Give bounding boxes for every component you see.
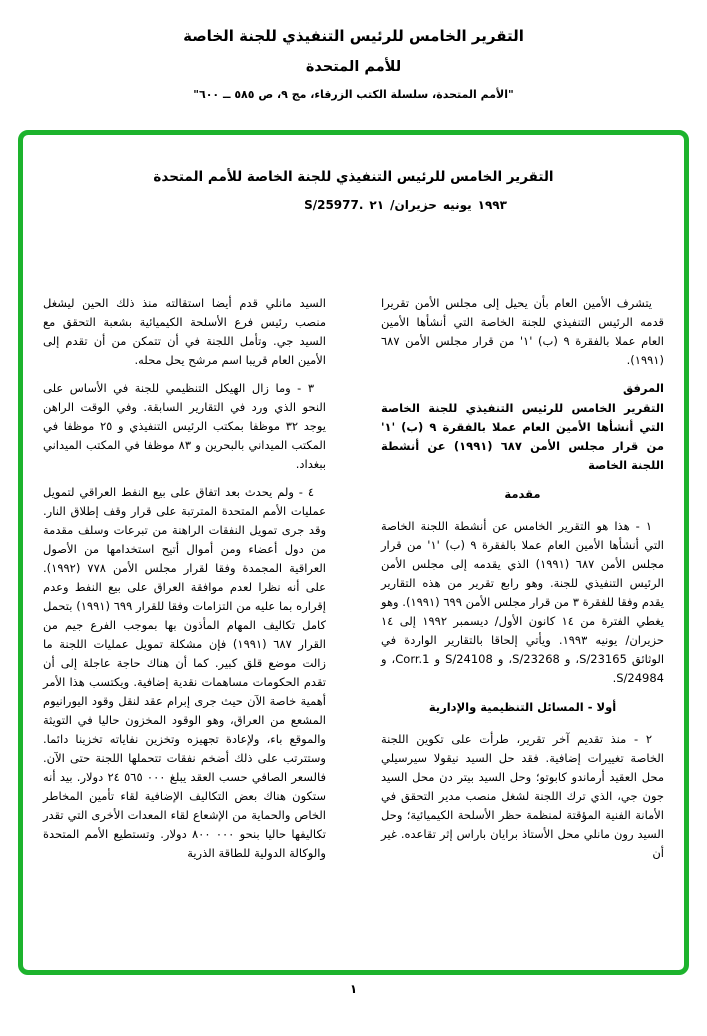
paragraph-4: ٤ - ولم يحدث بعد اتفاق على بيع النفط العراقي لتمويل عمليات الأمم المتحدة المترتبة على قرار وقف إطلاق النار. وقد جرى تمويل النفقات الراهنة من تبرعات وسلف مقدمة من دول أعضاء ومن أموال أتيح استخدامها من الأصول العراقية المجمدة وفقا لقرار مجلس الأمن ٧٧٨ (١٩٩٢). على أنه نظرا لعدم موافقة العراق على بيع النفط وعدم إقراره بما عليه من التزامات وفقا للقرار ٦٩٩ (١٩٩١) بتحمل كامل تكاليف المهام المأذون بها بموجب الفرع جيم من القرار ٦٨٧ (١٩٩١) فإن مشكلة تمويل عمليات اللجنة ما زالت موضع قلق كبير. كما أن هناك حاجة عاجلة إلى أن تقدم الحكومات مساهمات نقدية إضافية. ويكتسب هذا الأمر أهمية خاصة الآن حيث جرى إبرام عقد لنقل وقود اليورانيوم المشعع من العراق، وهو الوقود المخزون حاليا في التويثة والموقع باء، ولإعادة تجهيزه وتخزين نفاياته تخزينا دائما. وستترتب على ذلك أضخم نفقات تتحملها اللجنة حتى الآن. فالسعر الصافي حسب العقد يبلغ ٠٠٠ ٥٦٥ ٢٤ دولار. بيد أنه ستكون هناك بعض التكاليف الإضافية لقاء تأمين المخاطر الخاص والحماية من الإشعاع لقاء المعدات الأخرى التي تقدر تكاليفها حاليا بنحو ٠٠٠ ٨٠٠ دولار. وتستطيع الأمم المتحدة والوكالة الدولية للطاقة الذرية: [43, 485, 327, 860]
document-title: التقرير الخامس للرئيس التنفيذي للجنة الخاصة للأمم المتحدة: [153, 169, 554, 185]
date-month-gregorian-name: يونيه: [442, 198, 472, 212]
paragraph-2: ٢ - منذ تقديم آخر تقرير، طرأت على تكوين اللجنة الخاصة تغييرات إضافية. فقد حل السيد نيقولا سيرسيلي محل العقيد أرماندو كابوتو؛ وحل السيد بيتر دن محل السيد جون جي، الذي ترك اللجنة لشغل منصب مدير التحقق في الأمانة الفنية المؤقتة لمنظمة حظر الأسلحة الكيميائية؛ وحل السيد رون مانلي محل الأستاذ برايان باراس إثر تقاعده. غير أن: [381, 732, 664, 860]
annex-heading: المرفق: [622, 381, 664, 395]
document-frame: [18, 130, 689, 975]
header-title-line1: التقرير الخامس للرئيس التنفيذي للجنة الخاصة: [183, 27, 524, 45]
header-title-line2: للأمم المتحدة: [305, 59, 402, 75]
annex-title-paragraph: التقرير الخامس للرئيس التنفيذي للجنة الخاصة التي أنشأها الأمين العام عملا بالفقرة ٩ (ب) '١' من قرار مجلس الأمن ٦٨٧ (١٩٩١) عن أنشطة اللجنة الخاصة: [381, 401, 665, 472]
column-left: [43, 294, 326, 872]
date-month-hijri-name: حزيران/: [390, 198, 437, 212]
introduction-heading: مقدمة: [504, 487, 541, 501]
document-reference-line: [95, 198, 689, 212]
section-one-heading: أولا - المسائل التنظيمية والإدارية: [428, 700, 617, 714]
column-right: [381, 294, 664, 872]
paragraph-2-continuation: السيد مانلي قدم أيضا استقالته منذ ذلك الحين ليشغل منصب رئيس فرع الأسلحة الكيميائية بشعبة التحقق مع السيد جي. وتأمل اللجنة في أن تتمكن من أن تقدم إلى الأمين العام قريبا اسم مرشح يحل محله.: [43, 296, 326, 367]
paragraph-1: ١ - هذا هو التقرير الخامس عن أنشطة اللجنة الخاصة التي أنشأها الأمين العام عملا بالفقرة ٩ (ب) '١' من قرار مجلس الأمن ٦٨٧ (١٩٩١) الذي يقدمه إلى مجلس الأمن الرئيس التنفيذي للجنة. وهو رابع تقرير من هذه التقارير يقدم وفقا للفقرة ٣ من قرار مجلس الأمن ٦٩٩ (١٩٩١). وهو يغطي الفترة من ١٤ كانون الأول/ ديسمبر ١٩٩٢ إلى ١٤ حزيران/ يونيه ١٩٩٣. ويأتي إلحاقا بالتقارير الواردة في الوثائق S/23165، و S/23268، و S/24108 و Corr.1، و S/24984.: [381, 519, 665, 685]
page-header: [0, 27, 707, 101]
two-column-text-area: [43, 294, 664, 872]
document-symbol: S/25977.: [304, 198, 364, 212]
date-year: ١٩٩٣: [477, 198, 507, 212]
date-day: ٢١: [369, 198, 385, 212]
header-source-citation: "الأمم المتحدة، سلسلة الكتب الزرقاء، مج ٩، ص ٥٨٥ ــ ٦٠٠": [193, 88, 514, 101]
paragraph-3: ٣ - وما زال الهيكل التنظيمي للجنة في الأساس على النحو الذي ورد في التقارير السابقة. وفي الوقت الراهن يوجد ٣٢ موظفا بمكتب الرئيس التنفيذي و ٢٥ موظفا في المكتب الميداني بالبحرين و ٨٣ موظفا في المكتب الميداني ببغداد.: [43, 381, 326, 471]
page-number: ١: [349, 982, 358, 996]
transmittal-paragraph: يتشرف الأمين العام بأن يحيل إلى مجلس الأمن تقريرا قدمه الرئيس التنفيذي للجنة الخاصة التي أنشأها الأمين العام عملا بالفقرة ٩ (ب) '١' من قرار مجلس الأمن ٦٨٧ (١٩٩١).: [381, 296, 664, 367]
